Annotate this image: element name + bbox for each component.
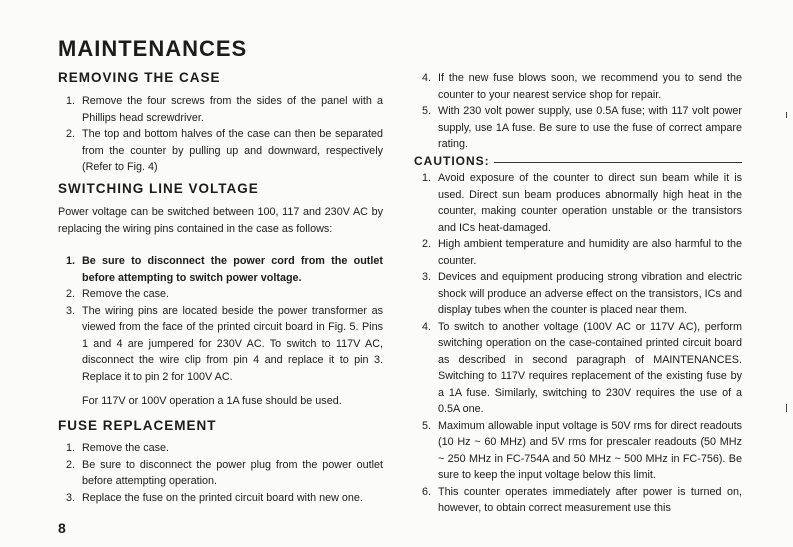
section-heading-switching-voltage: SWITCHING LINE VOLTAGE — [58, 181, 259, 196]
list-item: 4. If the new fuse blows soon, we recommend you to send the counter to your nearest service shop for repair. — [422, 72, 742, 101]
list-item: 5. With 230 volt power supply, use 0.5A fuse; with 117 volt power supply, use 1A fuse. Be sure to use the fuse of correct ampare rating. — [422, 105, 742, 150]
fuse-replacement-list-part1 — [58, 440, 383, 506]
page-number: 8 — [58, 520, 66, 536]
list-item: 3. Devices and equipment producing strong vibration and electric shock will produce an adverse effect on the transistors, ICs and display tubes when the counter is placed near them. — [422, 271, 742, 316]
fuse-replacement-list-part2 — [414, 70, 742, 153]
removing-case-list — [58, 93, 383, 176]
switching-intro: Power voltage can be switched between 100, 117 and 230V AC by replacing the wiring pins contained in the case as follows: — [58, 206, 383, 235]
list-item: 1. Remove the case. — [66, 442, 170, 454]
list-item: 2. Remove the case. — [66, 288, 170, 300]
section-heading-fuse-replacement: FUSE REPLACEMENT — [58, 418, 217, 433]
list-item: 3. The wiring pins are located beside the power transformer as viewed from the face of the printed circuit board in Fig. 5. Pins 1 and 4 are jumpered for 230V AC. To switch to 117V AC, disconnect the wire clip from pin 4 and replace it to pin 3. Replace it to pin 2 for 100V AC. — [66, 304, 383, 383]
list-item: 2. High ambient temperature and humidity are also harmful to the counter. — [422, 238, 742, 267]
list-item: 1. Be sure to disconnect the power cord from the outlet before attempting to switch power voltage. — [66, 255, 383, 284]
cautions-header — [414, 153, 742, 171]
section-heading-removing-case: REMOVING THE CASE — [58, 70, 221, 85]
section-heading-cautions: CAUTIONS: — [414, 154, 490, 168]
cautions-rule — [494, 162, 742, 163]
page-title: MAINTENANCES — [58, 36, 248, 61]
list-item: 6. This counter operates immediately after power is turned on, however, to obtain correct measurement use this — [422, 485, 742, 514]
list-item: 3. Replace the fuse on the printed circuit board with new one. — [66, 491, 363, 504]
list-item: 1. Avoid exposure of the counter to direct sun beam while it is used. Direct sun beam produces abnormally high heat in the counter, making counter operation unstable or the transistors and ICs heat-damaged. — [422, 172, 742, 234]
list-item: 5. Maximum allowable input voltage is 50V rms for direct readouts (10 Hz ~ 60 MHz) and 5V rms for prescaler readouts (50 MHz ~ 250 MHz in FC-754A and 50 MHz ~ 500 MHz in FC-756). Be sure to keep the input voltage below this limit. — [422, 419, 742, 481]
scan-edge-mark — [786, 404, 787, 412]
list-item: 2. The top and bottom halves of the case can then be separated from the counter by pulling up and downward, respectively (Refer to Fig. 4) — [66, 128, 383, 173]
cautions-list — [414, 170, 742, 517]
list-item: 1. Remove the four screws from the sides of the panel with a Phillips head screwdriver. — [66, 95, 383, 124]
list-item: 4. To switch to another voltage (100V AC or 117V AC), perform switching operation on the case-contained printed circuit board as described in second paragraph of MAINTENANCES. Switching to 117V requires replacement of the existing fuse by a 1A fuse. Similarly, switching to 230V requires the use of a 0.5A one. — [422, 320, 742, 415]
switching-voltage-list — [58, 253, 383, 385]
scan-edge-mark — [786, 112, 787, 118]
switching-note: For 117V or 100V operation a 1A fuse should be used. — [82, 395, 342, 407]
list-item: 2. Be sure to disconnect the power plug from the power outlet before attempting operation. — [66, 458, 383, 487]
